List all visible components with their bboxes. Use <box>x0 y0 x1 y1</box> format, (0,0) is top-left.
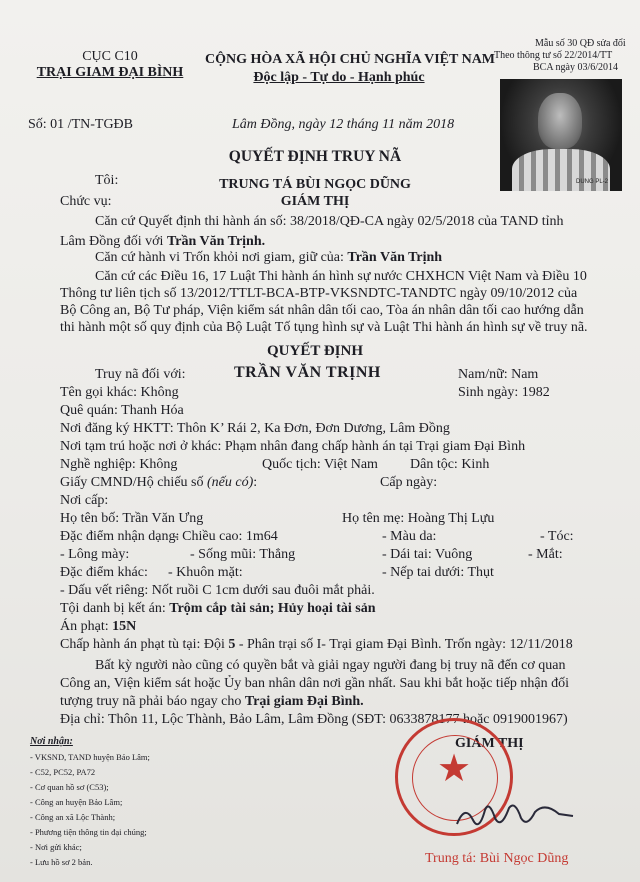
document-title: QUYẾT ĐỊNH TRUY NÃ <box>228 148 402 165</box>
order-line-1: Bất kỳ người nào cũng có quyền bắt và giải ngay người đang bị truy nã đến cơ quan <box>95 658 566 673</box>
mother-field: Họ tên mẹ: Hoàng Thị Lựu <box>342 511 495 526</box>
residence-field: Nơi tạm trú hoặc nơi ở khác: Phạm nhân đang chấp hành án tại Trại giam Đại Bình <box>60 439 526 454</box>
form-note-2: Theo thông tư số 22/2014/TT <box>494 50 613 61</box>
basis-line-1: Căn cứ Quyết định thi hành án số: 38/2018/QĐ-CA ngày 02/5/2018 của TAND tỉnh <box>95 214 564 229</box>
other-features-label: Đặc điểm khác: <box>60 565 148 580</box>
form-note-3: BCA ngày 03/6/2014 <box>533 62 619 73</box>
basis-subject-name: Trần Văn Trịnh. <box>166 234 266 249</box>
crime-field: Tội danh bị kết án: Trộm cắp tài sản; Hủy hoại tài sản <box>60 601 376 616</box>
basis-subject-name-2: Trần Văn Trịnh <box>347 250 443 265</box>
decision-heading: QUYẾT ĐỊNH <box>267 343 363 359</box>
recipient-item: - Nơi gửi khác; <box>30 842 82 852</box>
issuer-position: GIÁM THỊ <box>280 194 350 209</box>
signer-name: Trung tá: Bùi Ngọc Dũng <box>425 851 569 866</box>
alias-field: Tên gọi khác: Không <box>60 385 179 400</box>
sex-field: Nam/nữ: Nam <box>458 367 539 382</box>
basis-line-3c: Bộ Công an, Bộ Tư pháp, Viện kiểm sát nhân dân tối cao, Tòa án nhân dân tối cao hướng dẫn <box>60 303 584 318</box>
issuer-name: TRUNG TÁ BÙI NGỌC DŨNG <box>219 177 411 192</box>
order-address: Địa chỉ: Thôn 11, Lộc Thành, Bảo Lâm, Lâm Đồng (SĐT: 0633878177 hoặc 0919001967) <box>60 712 568 727</box>
recipient-item: - C52, PC52, PA72 <box>30 767 96 777</box>
suspect-photo: DUNG PL-2 <box>500 79 622 191</box>
recipient-item: - Công an xã Lộc Thành; <box>30 812 116 822</box>
marks-field: - Dấu vết riêng: Nốt ruồi C 1cm dưới sau đuôi mắt phải. <box>60 583 375 598</box>
agency-line2: TRẠI GIAM ĐẠI BÌNH <box>36 65 184 80</box>
basis-line-1b: Lâm Đồng đối với Trần Văn Trịnh. <box>60 234 266 249</box>
id-field: Giấy CMND/Hộ chiếu số (nếu có): <box>60 475 258 490</box>
recipient-item: - VKSND, TAND huyện Bảo Lâm; <box>30 752 150 762</box>
skin-field: - Màu da: <box>382 529 437 544</box>
sentence-field: Án phạt: 15N <box>60 619 137 634</box>
country-name: CỘNG HÒA XÃ HỘI CHỦ NGHĨA VIỆT NAM <box>205 52 496 67</box>
issue-place-field: Nơi cấp: <box>60 493 109 508</box>
serving-field: Chấp hành án phạt tù tại: Đội 5 - Phân trại số I- Trại giam Đại Bình. Trốn ngày: 12/11/2018 <box>60 637 573 652</box>
handwritten-signature <box>455 796 575 836</box>
birth-field: Sinh ngày: 1982 <box>458 385 550 400</box>
hair-field: - Tóc: <box>540 529 574 544</box>
wanted-label: Truy nã đối với: <box>95 367 186 382</box>
nationality-field: Quốc tịch: Việt Nam <box>262 457 378 472</box>
signature-title: GIÁM THỊ <box>455 736 524 751</box>
father-field: Họ tên bố: Trần Văn Ưng <box>60 511 204 526</box>
recipient-item: - Lưu hồ sơ 2 bản. <box>30 857 93 867</box>
recipient-item: - Công an huyện Bảo Lâm; <box>30 797 123 807</box>
order-line-3: tượng truy nã phải báo ngay cho Trại giam Đại Bình. <box>60 694 364 709</box>
issue-date-field: Cấp ngày: <box>380 475 438 490</box>
basis-line-3: Căn cứ các Điều 16, 17 Luật Thi hành án hình sự nước CHXHCN Việt Nam và Điều 10 <box>95 269 587 284</box>
eyes-field: - Mắt: <box>528 547 563 562</box>
position-label: Chức vụ: <box>60 194 112 209</box>
basis-line-3b: Thông tư liên tịch số 13/2012/TTLT-BCA-BTP-VKSNDTC-TANDTC ngày 09/10/2012 của <box>60 286 578 301</box>
order-line-2: Công an, Viện kiểm sát hoặc Ủy ban nhân dân nơi gần nhất. Sau khi bắt hoặc tiếp nhận đối <box>60 676 570 691</box>
doc-number: Số: 01 /TN-TGĐB <box>28 117 133 132</box>
basis-line-2: Căn cứ hành vi Trốn khỏi nơi giam, giữ của: Trần Văn Trịnh <box>95 250 443 265</box>
recipients-label: Nơi nhận: <box>30 736 73 747</box>
brows-field: - Lông mày: <box>60 547 130 562</box>
nose-field: - Sống mũi: Thẳng <box>190 547 296 562</box>
basis-line-3d: thi hành một số quy định của Bộ Luật Tố tụng hình sự và Luật Thi hành án hình sự về truy nã. <box>60 320 588 335</box>
ears-field: - Dái tai: Vuông <box>382 547 473 562</box>
motto: Độc lập - Tự do - Hạnh phúc <box>253 70 425 85</box>
red-seal-stamp: ★ <box>395 718 513 836</box>
hktt-field: Nơi đăng ký HKTT: Thôn K’ Rái 2, Ka Đơn, Đơn Dương, Lâm Đồng <box>60 421 450 436</box>
place-date: Lâm Đồng, ngày 12 tháng 11 năm 2018 <box>232 117 455 132</box>
ethnicity-field: Dân tộc: Kinh <box>410 457 490 472</box>
hometown-field: Quê quán: Thanh Hóa <box>60 403 184 418</box>
recipient-item: - Cơ quan hồ sơ (C53); <box>30 782 109 792</box>
features-label: Đặc điểm nhận dạng: <box>60 529 180 544</box>
wanted-name: TRẦN VĂN TRỊNH <box>234 364 381 381</box>
agency-line1: CỤC C10 <box>82 49 138 64</box>
height-field: - Chiều cao: 1m64 <box>174 529 278 544</box>
job-field: Nghề nghiệp: Không <box>60 457 178 472</box>
crease-field: - Nếp tai dưới: Thụt <box>382 565 494 580</box>
form-note-1: Mẫu số 30 QĐ sửa đổi <box>535 38 626 49</box>
face-field: - Khuôn mặt: <box>168 565 243 580</box>
recipient-item: - Phương tiện thông tin đại chúng; <box>30 827 147 837</box>
toi-label: Tôi: <box>95 173 119 188</box>
